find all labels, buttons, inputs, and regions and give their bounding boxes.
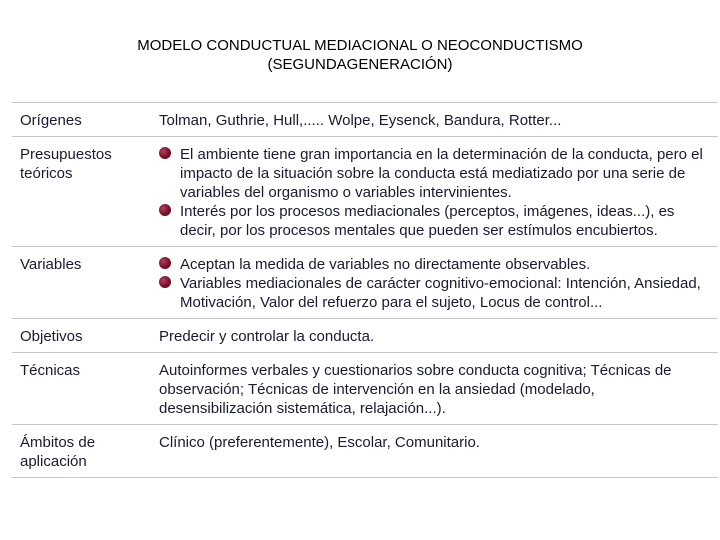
bullet-dot-icon [159, 204, 171, 216]
bullet-dot-icon [159, 257, 171, 269]
bullet-dot-icon [159, 276, 171, 288]
bullet-text: Interés por los procesos mediacionales (perceptos, imágenes, ideas...), es decir, por los procesos mentales que pueden ser estímulos encubiertos. [180, 203, 675, 239]
title-line-2: (SEGUNDAGENERACIÓN) [267, 56, 453, 73]
model-table [12, 102, 718, 478]
bullet-text: Aceptan la medida de variables no directamente observables. [180, 256, 591, 273]
row-text: Tolman, Guthrie, Hull,..... Wolpe, Eysenck, Bandura, Rotter... [159, 103, 718, 137]
row-label: Orígenes [12, 103, 159, 137]
row-ambitos [12, 425, 718, 478]
row-bullets [159, 247, 718, 319]
row-bullets [159, 137, 718, 247]
row-label: Ámbitos de aplicación [12, 425, 159, 478]
bullet-item [159, 274, 712, 312]
bullet-text: El ambiente tiene gran importancia en la determinación de la conducta, pero el impacto de la situación sobre la conducta está mediatizado por una serie de variables del organismo o variables intervinientes. [180, 146, 703, 201]
row-label: Técnicas [12, 353, 159, 425]
bullet-dot-icon [159, 147, 171, 159]
title-line-1: MODELO CONDUCTUAL MEDIACIONAL O NEOCONDUCTISMO [137, 37, 583, 54]
bullet-item [159, 145, 712, 202]
row-objetivos [12, 319, 718, 353]
row-tecnicas [12, 353, 718, 425]
row-origenes [12, 103, 718, 137]
slide-title [0, 36, 720, 74]
row-label: Objetivos [12, 319, 159, 353]
row-text: Predecir y controlar la conducta. [159, 319, 718, 353]
row-text: Clínico (preferentemente), Escolar, Comunitario. [159, 425, 718, 478]
row-variables [12, 247, 718, 319]
row-label: Variables [12, 247, 159, 319]
row-text: Autoinformes verbales y cuestionarios sobre conducta cognitiva; Técnicas de observación; Técnicas de intervención en la ansiedad (modelado, desensibilización sistemática, relajación...). [159, 353, 718, 425]
row-presupuestos [12, 137, 718, 247]
row-label: Presupuestos teóricos [12, 137, 159, 247]
bullet-item [159, 202, 712, 240]
bullet-item [159, 255, 712, 274]
bullet-text: Variables mediacionales de carácter cognitivo-emocional: Intención, Ansiedad, Motivación, Valor del refuerzo para el sujeto, Locus de control... [180, 275, 701, 311]
